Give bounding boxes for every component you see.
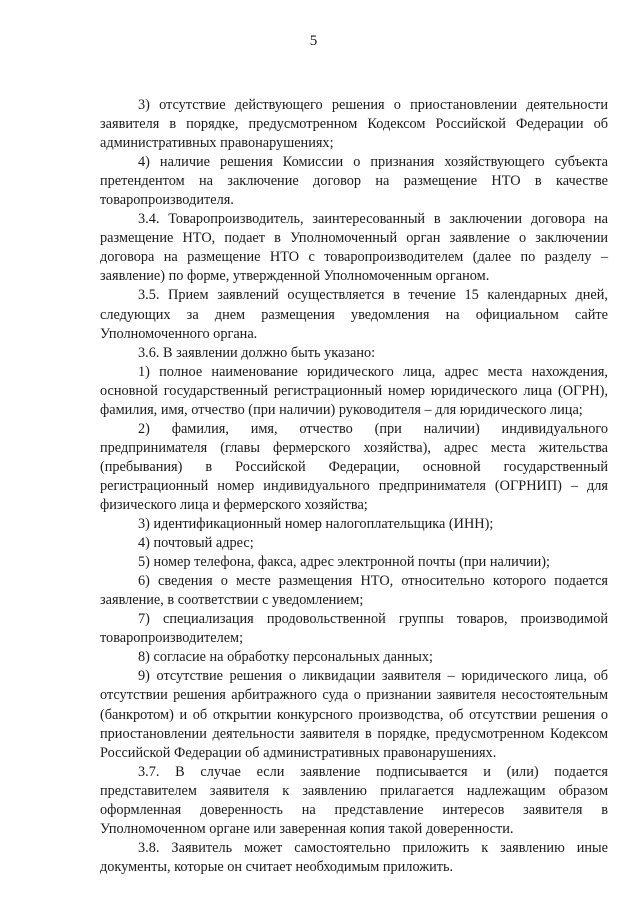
page-number: 5	[309, 33, 318, 49]
clause-3-6-item-2: 2) фамилия, имя, отчество (при наличии) индивидуального предпринимателя (главы фермерского хозяйства), адрес места жительства (пребывания) в Российской Федерации, основной государственный регистрационный номер индивидуального предпринимателя (ОГРНИП) – для физического лица и фермерского хозяйства;	[100, 420, 608, 513]
document-body	[100, 96, 608, 877]
clause-3-6-item-9: 9) отсутствие решения о ликвидации заявителя – юридического лица, об отсутствии решения арбитражного суда о признании заявителя несостоятельным (банкротом) и об открытии конкурсного производства, об отсутствии решения о приостановлении деятельности заявителя в порядке, предусмотренном Кодексом Российской Федерации об административных правонарушениях.	[100, 668, 608, 761]
clause-3-6-item-8: 8) согласие на обработку персональных данных;	[138, 649, 433, 666]
clause-3-6: 3.6. В заявлении должно быть указано:	[138, 344, 376, 361]
clause-3-5: 3.5. Прием заявлений осуществляется в течение 15 календарных дней, следующих за днем размещения уведомления на официальном сайте Уполномоченного органа.	[100, 287, 608, 342]
clause-3-6-item-7: 7) специализация продовольственной группы товаров, производимой товаропроизводителем;	[100, 611, 608, 647]
clause-3-6-item-5: 5) номер телефона, факса, адрес электронной почты (при наличии);	[138, 554, 551, 571]
item-4-commission-decision: 4) наличие решения Комиссии о признания хозяйствующего субъекта претендентом на заключение договор на размещение НТО в качестве товаропроизводителя.	[100, 154, 608, 209]
clause-3-6-item-6: 6) сведения о месте размещения НТО, относительно которого подается заявление, в соответствии с уведомлением;	[100, 573, 608, 609]
clause-3-4: 3.4. Товаропроизводитель, заинтересованный в заключении договора на размещение НТО, подает в Уполномоченный орган заявление о заключении договора на размещение НТО с товаропроизводителем (далее по разделу – заявление) по форме, утвержденной Уполномоченным органом.	[100, 211, 608, 285]
item-3-no-suspension: 3) отсутствие действующего решения о приостановлении деятельности заявителя в порядке, предусмотренном Кодексом Российской Федерации об административных правонарушениях;	[100, 97, 608, 152]
clause-3-8: 3.8. Заявитель может самостоятельно приложить к заявлению иные документы, которые он считает необходимым приложить.	[100, 839, 608, 875]
clause-3-6-item-1: 1) полное наименование юридического лица, адрес места нахождения, основной государственный регистрационный номер юридического лица (ОГРН), фамилия, имя, отчество (при наличии) руководителя – для юридического лица;	[100, 363, 608, 418]
clause-3-7: 3.7. В случае если заявление подписывается и (или) подается представителем заявителя к заявлению прилагается надлежащим образом оформленная доверенность на представление интересов заявителя в Уполномоченном органе или заверенная копия такой доверенности.	[100, 763, 608, 837]
clause-3-6-item-3: 3) идентификационный номер налогоплательщика (ИНН);	[138, 516, 494, 533]
clause-3-6-item-4: 4) почтовый адрес;	[138, 535, 254, 552]
